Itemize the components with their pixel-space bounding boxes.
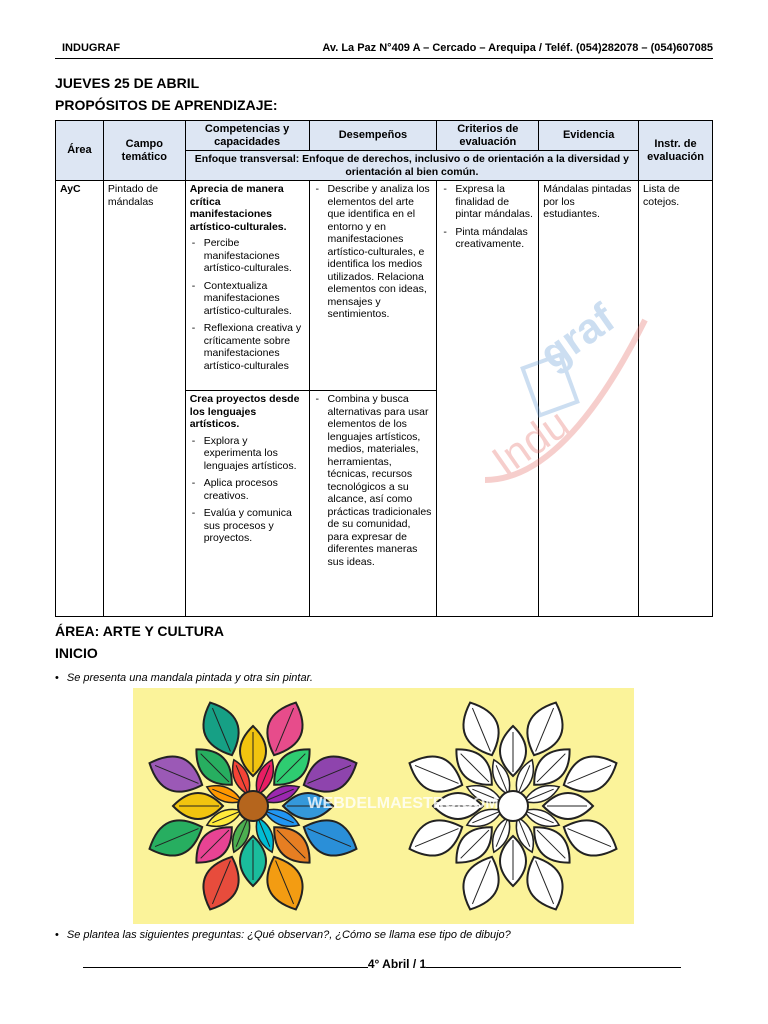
competencia-2-title: Crea proyectos desde los lenguajes artísticos. [189,393,300,430]
watermark-text-right: graf [530,294,623,379]
mandala-center [498,791,528,821]
page-header [55,42,713,59]
header-campo: Campo temático [103,121,185,181]
cell-area: AyC [56,181,104,617]
inicio-title: INICIO [55,645,98,661]
bullet-questions: • Se plantea las siguientes preguntas: ¿Qué observan?, ¿Cómo se llama ese tipo de dibujo? [55,929,511,941]
cell-evidencia: Mándalas pintadas por los estudiantes. [539,181,639,617]
purpose-title: PROPÓSITOS DE APRENDIZAJE: [55,97,278,113]
desempeno-2-text: - Combina y busca alternativas para usar elementos de los lenguajes artísticos, medios, materiales, herramientas, técnicas, recursos tecnológicos a su alcance, así como prácticas tradicionales de su comunidad, para expresar de diferentes maneras sus ideas. [314,393,433,568]
company-name: INDUGRAF [62,42,121,54]
capacidad-item: - Evalúa y comunica sus procesos y proyectos. [190,507,305,545]
footer-line-left [83,955,368,968]
watermark-text-left: Indu [483,399,578,485]
capacidad-item: - Explora y experimenta los lenguajes artísticos. [190,435,305,473]
desempeno-1-text: - Describe y analiza los elementos del arte que identifica en el entorno y en manifestaciones artístico-culturales, e identifica los medios utilizados. Relaciona elementos con ideas, mensajes y sentimientos. [314,183,433,321]
capacidad-item: - Reflexiona creativa y críticamente sobre manifestaciones artístico-culturales [190,322,305,372]
area-title: ÁREA: ARTE Y CULTURA [55,623,225,639]
header-instr: Instr. de evaluación [639,121,713,181]
capacidad-item: - Aplica procesos creativos. [190,477,305,502]
cell-criterios [437,181,539,617]
capacidad-item: - Percibe manifestaciones artístico-culturales. [190,237,305,275]
header-desempenos: Desempeños [309,121,437,151]
header-enfoque: Enfoque transversal: Enfoque de derechos, inclusivo o de orientación a la diversidad y orientación al bien común. [185,151,638,181]
cell-desempeno-1 [309,181,437,391]
competencia-1-title: Aprecia de manera crítica manifestaciones artístico-culturales. [189,183,287,233]
date-title: JUEVES 25 DE ABRIL [55,75,200,91]
footer-page-label: 4° Abril / 1 [367,957,427,971]
header-competencias: Competencias y capacidades [185,121,309,151]
company-address: Av. La Paz N°409 A – Cercado – Arequipa / Teléf. (054)282078 – (054)607085 [322,42,713,54]
capacidad-item: - Contextualiza manifestaciones artístico-culturales. [190,280,305,318]
cell-desempeno-2 [309,391,437,617]
footer-line-right [426,955,681,968]
mandala-center [238,791,268,821]
cell-competencia-1 [185,181,309,391]
mandala-image [133,688,634,924]
cell-instr: Lista de cotejos. [639,181,713,617]
criterio-item: - Expresa la finalidad de pintar mándalas. [441,183,534,221]
header-criterios: Criterios de evaluación [437,121,539,151]
cell-campo: Pintado de mándalas [103,181,185,617]
bullet-presentation: • Se presenta una mandala pintada y otra sin pintar. [55,672,313,684]
page-footer [76,955,688,971]
header-area: Área [56,121,104,181]
image-watermark-text: WEBDELMAESTRO.COM [307,795,499,812]
cell-competencia-2 [185,391,309,617]
learning-purposes-table [55,120,713,617]
criterio-item: - Pinta mándalas creativamente. [441,226,534,251]
header-evidencia: Evidencia [539,121,639,151]
